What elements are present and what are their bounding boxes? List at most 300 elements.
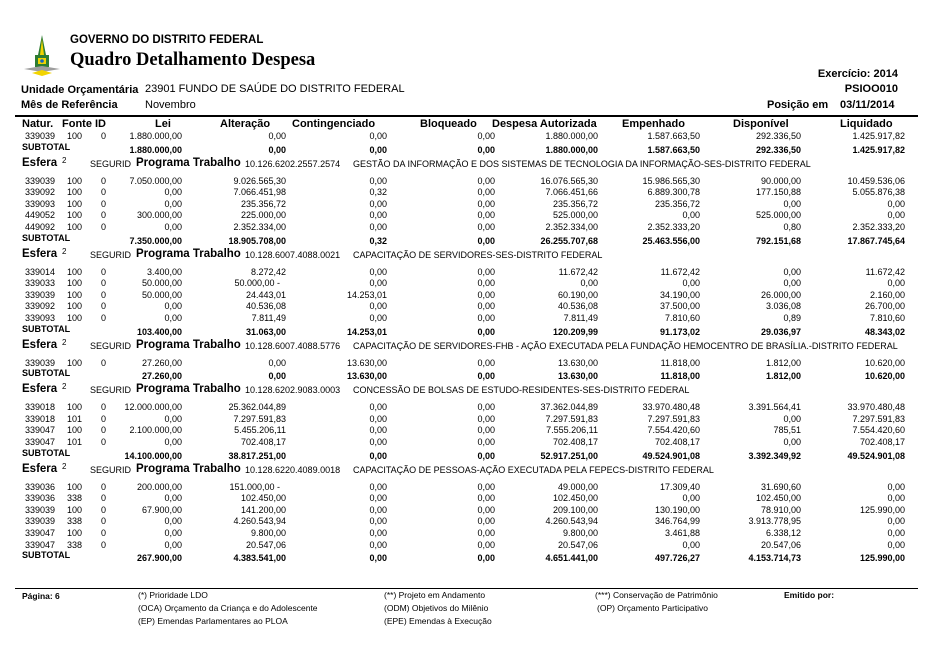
cell-liquidado: 702.408,17 (859, 437, 905, 447)
cell-liquidado: 0,00 (887, 198, 905, 209)
subtotal-contingenciado: 0,32 (369, 235, 387, 246)
cell-disponivel: 292.336,50 (755, 131, 801, 141)
esfera-number: 2 (62, 382, 67, 392)
cell-fonte: 338 (67, 516, 83, 527)
cell-natureza: 339092 (25, 187, 56, 198)
subtotal-lei: 267.900,00 (136, 553, 182, 564)
cell-id: 0 (101, 539, 107, 550)
cell-lei: 0,00 (164, 437, 182, 447)
col-lei: Lei (155, 118, 171, 130)
subtotal-alteracao: 18.905.708,00 (228, 235, 286, 246)
esfera-number: 2 (62, 246, 67, 256)
cell-alteracao: 225.000,00 (240, 210, 286, 221)
cell-contingenciado: 14.253,01 (346, 289, 387, 300)
cell-liquidado: 2.160,00 (869, 289, 905, 300)
cell-contingenciado: 0,00 (369, 278, 387, 289)
col-contingenciado: Contingenciado (292, 118, 376, 130)
cell-disponivel: 78.910,00 (760, 504, 801, 515)
cell-contingenciado: 0,00 (369, 493, 387, 504)
cell-empenhado: 7.554.420,60 (647, 425, 700, 436)
cell-contingenciado: 0,00 (369, 481, 387, 492)
table-row (0, 425, 942, 437)
table-row (0, 528, 942, 540)
subtotal-empenhado: 11.818,00 (660, 371, 700, 382)
report-title: Quadro Detalhamento Despesa (70, 50, 316, 70)
cell-despesa-autorizada: 209.100,00 (552, 504, 598, 515)
cell-lei: 27.260,00 (141, 357, 182, 368)
col-alteracao: Alteração (220, 118, 271, 130)
subtotal-alteracao: 4.383.541,00 (233, 553, 286, 564)
segurid-label: SEGURID (90, 385, 132, 396)
cell-natureza: 339039 (25, 357, 56, 368)
col-despesa-autorizada: Despesa Autorizada (492, 118, 597, 130)
segurid-label: SEGURID (90, 249, 132, 260)
cell-id: 0 (101, 413, 107, 424)
esfera-label: Esfera (22, 462, 58, 475)
cell-natureza: 339039 (25, 289, 56, 300)
cell-empenhado: 1.587.663,50 (647, 131, 700, 141)
cell-contingenciado: 0,00 (369, 222, 387, 232)
cell-disponivel: 102.450,00 (755, 493, 801, 504)
subtotal-lei: 7.350.000,00 (129, 235, 182, 246)
cell-bloqueado: 0,00 (477, 301, 495, 312)
cell-bloqueado: 0,00 (477, 481, 495, 492)
cell-id: 0 (101, 481, 107, 492)
cell-natureza: 339047 (25, 528, 56, 538)
cell-contingenciado: 0,00 (369, 528, 387, 538)
cell-empenhado: 15.986.565,30 (642, 175, 700, 186)
subtotal-despesa-autorizada: 13.630,00 (557, 371, 598, 382)
cell-disponivel: 0,00 (783, 278, 801, 289)
cell-alteracao: 151.000,00 - (229, 481, 280, 492)
subtotal-liquidado: 10.620,00 (864, 371, 905, 382)
programa-trabalho-label: Programa Trabalho (136, 383, 241, 396)
cell-bloqueado: 0,00 (477, 539, 495, 550)
cell-liquidado: 0,00 (887, 278, 905, 289)
table-row (0, 187, 942, 199)
cell-contingenciado: 0,00 (369, 516, 387, 527)
cell-despesa-autorizada: 49.000,00 (557, 481, 598, 492)
cell-empenhado: 11.672,42 (660, 266, 700, 277)
cell-bloqueado: 0,00 (477, 402, 495, 413)
subtotal-contingenciado: 0,00 (369, 553, 387, 564)
cell-alteracao: 7.811,49 (251, 313, 286, 323)
cell-bloqueado: 0,00 (477, 528, 495, 538)
cell-despesa-autorizada: 7.066.451,66 (545, 187, 598, 198)
cell-lei: 300.000,00 (136, 210, 182, 221)
table-row (0, 267, 942, 279)
esfera-label: Esfera (22, 156, 58, 169)
subtotal-despesa-autorizada: 4.651.441,00 (545, 553, 598, 564)
cell-lei: 50.000,00 (141, 278, 182, 289)
programa-trabalho-label: Programa Trabalho (136, 247, 241, 260)
subtotal-empenhado: 497.726,27 (654, 553, 700, 564)
cell-natureza: 339047 (25, 539, 56, 550)
subtotal-lei: 1.880.000,00 (129, 144, 182, 155)
org-name: GOVERNO DO DISTRITO FEDERAL (70, 34, 264, 46)
programa-description: CAPACITAÇÃO DE SERVIDORES-FHB - AÇÃO EXECUTADA PELA FUNDAÇÃO HEMOCENTRO DE BRASÍLIA.-DISTRITO FEDERAL (353, 340, 898, 351)
table-row (0, 402, 942, 414)
table-row (0, 199, 942, 211)
table-row (0, 414, 942, 426)
cell-contingenciado: 0,00 (369, 210, 387, 221)
subtotal-liquidado: 125.990,00 (859, 553, 905, 564)
esfera-number: 2 (62, 155, 67, 165)
cell-id: 0 (101, 187, 107, 198)
cell-lei: 0,00 (164, 539, 182, 550)
page-number: Página: 6 (22, 591, 60, 601)
cell-liquidado: 7.297.591,83 (852, 413, 905, 424)
cell-id: 0 (101, 278, 107, 289)
cell-bloqueado: 0,00 (477, 493, 495, 504)
posicao-label: Posição em (767, 99, 829, 111)
cell-natureza: 339047 (25, 425, 56, 436)
cell-disponivel: 6.338,12 (765, 528, 801, 538)
subtotal-alteracao: 0,00 (268, 144, 286, 155)
cell-lei: 12.000.000,00 (124, 402, 182, 413)
programa-trabalho-label: Programa Trabalho (136, 462, 241, 475)
programa-code: 10.128.6220.4089.0018 (245, 464, 341, 475)
cell-natureza: 339036 (25, 493, 56, 504)
cell-lei: 2.100.000,00 (129, 425, 182, 436)
cell-alteracao: 9.026.565,30 (233, 175, 286, 186)
cell-alteracao: 7.297.591,83 (233, 413, 286, 424)
cell-lei: 0,00 (164, 222, 182, 232)
cell-liquidado: 5.055.876,38 (852, 187, 905, 198)
cell-id: 0 (101, 516, 107, 527)
segurid-label: SEGURID (90, 464, 132, 475)
table-row (0, 493, 942, 505)
cell-despesa-autorizada: 13.630,00 (557, 357, 598, 368)
cell-natureza: 339093 (25, 198, 56, 209)
cell-natureza: 339092 (25, 301, 56, 312)
esfera-label: Esfera (22, 383, 58, 396)
programa-trabalho-label: Programa Trabalho (136, 338, 241, 351)
cell-empenhado: 11.818,00 (660, 357, 700, 368)
cell-id: 0 (101, 437, 107, 447)
cell-alteracao: 2.352.334,00 (233, 222, 286, 232)
cell-fonte: 100 (67, 528, 83, 538)
cell-fonte: 100 (67, 357, 83, 368)
cell-disponivel: 525.000,00 (755, 210, 801, 221)
subtotal-bloqueado: 0,00 (477, 235, 495, 246)
cell-contingenciado: 0,00 (369, 413, 387, 424)
cell-fonte: 338 (67, 493, 83, 504)
cell-fonte: 100 (67, 222, 83, 232)
cell-bloqueado: 0,00 (477, 313, 495, 323)
cell-bloqueado: 0,00 (477, 210, 495, 221)
subtotal-lei: 103.400,00 (136, 326, 182, 337)
cell-fonte: 101 (67, 437, 83, 447)
subtotal-contingenciado: 13.630,00 (346, 371, 387, 382)
cell-fonte: 100 (67, 289, 83, 300)
cell-alteracao: 0,00 (268, 131, 286, 141)
cell-liquidado: 11.672,42 (865, 266, 905, 277)
subtotal-alteracao: 38.817.251,00 (228, 450, 286, 461)
table-row (0, 505, 942, 517)
cell-fonte: 100 (67, 481, 83, 492)
programa-code: 10.128.6007.4088.0021 (245, 249, 341, 260)
subtotal-alteracao: 31.063,00 (245, 326, 286, 337)
cell-despesa-autorizada: 60.190,00 (557, 289, 598, 300)
col-disponivel: Disponível (733, 118, 789, 130)
cell-despesa-autorizada: 2.352.334,00 (545, 222, 598, 232)
cell-contingenciado: 0,00 (369, 198, 387, 209)
unidade-value: 23901 FUNDO DE SAÚDE DO DISTRITO FEDERAL (145, 83, 405, 95)
cell-despesa-autorizada: 7.811,49 (563, 313, 598, 323)
mes-value: Novembro (145, 99, 196, 111)
cell-alteracao: 702.408,17 (240, 437, 286, 447)
cell-natureza: 339093 (25, 313, 56, 323)
cell-id: 0 (101, 402, 107, 413)
table-row (0, 210, 942, 222)
cell-id: 0 (101, 301, 107, 312)
cell-contingenciado: 0,00 (369, 266, 387, 277)
cell-disponivel: 3.913.778,95 (748, 516, 801, 527)
cell-empenhado: 346.764,99 (654, 516, 700, 527)
cell-fonte: 101 (67, 413, 83, 424)
cell-disponivel: 0,80 (783, 222, 801, 232)
esfera-header (0, 248, 942, 262)
programa-description: CAPACITAÇÃO DE SERVIDORES-SES-DISTRITO FEDERAL (353, 249, 603, 260)
table-row (0, 301, 942, 313)
exercicio: Exercício: 2014 (817, 68, 898, 80)
subtotal-lei: 27.260,00 (141, 371, 182, 382)
cell-disponivel: 0,00 (783, 266, 801, 277)
legend-projeto: (**) Projeto em Andamento (384, 590, 486, 600)
cell-id: 0 (101, 266, 107, 277)
esfera-header (0, 463, 942, 477)
cell-bloqueado: 0,00 (477, 187, 495, 198)
programa-code: 10.126.6202.2557.2574 (245, 158, 341, 169)
programa-description: GESTÃO DA INFORMAÇÃO E DOS SISTEMAS DE TECNOLOGIA DA INFORMAÇÃO-SES-DISTRITO FEDERAL (353, 158, 811, 169)
subtotal-row (0, 324, 942, 336)
cell-natureza: 339039 (25, 504, 56, 515)
subtotal-despesa-autorizada: 26.255.707,68 (540, 235, 598, 246)
cell-disponivel: 3.036,08 (765, 301, 801, 312)
subtotal-despesa-autorizada: 1.880.000,00 (545, 144, 598, 155)
cell-disponivel: 1.812,00 (765, 357, 801, 368)
legend-prioridade: (*) Prioridade LDO (138, 590, 208, 600)
cell-fonte: 100 (67, 504, 83, 515)
subtotal-disponivel: 792.151,68 (755, 235, 801, 246)
cell-empenhado: 2.352.333,20 (647, 222, 700, 232)
cell-empenhado: 34.190,00 (659, 289, 700, 300)
subtotal-row (0, 142, 942, 154)
cell-despesa-autorizada: 7.555.206,11 (546, 425, 598, 436)
cell-empenhado: 37.500,00 (659, 301, 700, 312)
cell-alteracao: 7.066.451,98 (233, 187, 286, 198)
cell-contingenciado: 0,00 (369, 131, 387, 141)
cell-bloqueado: 0,00 (477, 504, 495, 515)
subtotal-row (0, 233, 942, 245)
cell-empenhado: 17.309,40 (659, 481, 700, 492)
cell-disponivel: 26.000,00 (760, 289, 801, 300)
cell-despesa-autorizada: 7.297.591,83 (545, 413, 598, 424)
cell-natureza: 339047 (25, 437, 56, 447)
cell-liquidado: 7.810,60 (869, 313, 905, 323)
cell-fonte: 100 (67, 187, 83, 198)
subtotal-alteracao: 0,00 (268, 371, 286, 382)
subtotal-disponivel: 29.036,97 (760, 326, 801, 337)
cell-liquidado: 0,00 (887, 516, 905, 527)
programa-trabalho-label: Programa Trabalho (136, 156, 241, 169)
cell-bloqueado: 0,00 (477, 516, 495, 527)
cell-liquidado: 10.620,00 (864, 357, 905, 368)
cell-liquidado: 0,00 (887, 539, 905, 550)
legend-ep: (EP) Emendas Parlamentares ao PLOA (138, 616, 288, 626)
cell-fonte: 100 (67, 402, 83, 413)
cell-liquidado: 26.700,00 (864, 301, 905, 312)
cell-alteracao: 4.260.543,94 (233, 516, 286, 527)
cell-lei: 0,00 (164, 516, 182, 527)
cell-lei: 0,00 (164, 313, 182, 323)
cell-despesa-autorizada: 16.076.565,30 (540, 175, 598, 186)
cell-despesa-autorizada: 11.672,42 (558, 266, 598, 277)
subtotal-lei: 14.100.000,00 (124, 450, 182, 461)
cell-empenhado: 130.190,00 (654, 504, 700, 515)
cell-fonte: 100 (67, 278, 83, 289)
cell-empenhado: 702.408,17 (654, 437, 700, 447)
cell-despesa-autorizada: 525.000,00 (552, 210, 598, 221)
subtotal-label: SUBTOTAL (22, 141, 71, 152)
subtotal-contingenciado: 0,00 (369, 144, 387, 155)
subtotal-liquidado: 17.867.745,64 (847, 235, 905, 246)
cell-alteracao: 102.450,00 (240, 493, 286, 504)
cell-bloqueado: 0,00 (477, 278, 495, 289)
header-divider (15, 115, 918, 117)
subtotal-disponivel: 292.336,50 (755, 144, 801, 155)
cell-bloqueado: 0,00 (477, 357, 495, 368)
subtotal-despesa-autorizada: 52.917.251,00 (540, 450, 598, 461)
cell-empenhado: 0,00 (682, 278, 700, 289)
subtotal-label: SUBTOTAL (22, 232, 71, 243)
cell-id: 0 (101, 210, 107, 221)
cell-liquidado: 125.990,00 (859, 504, 905, 515)
subtotal-label: SUBTOTAL (22, 368, 71, 379)
cell-fonte: 100 (67, 425, 83, 436)
table-row (0, 482, 942, 494)
cell-contingenciado: 0,00 (369, 402, 387, 413)
cell-disponivel: 785,51 (773, 425, 801, 436)
cell-lei: 7.050.000,00 (129, 175, 182, 186)
cell-contingenciado: 0,00 (369, 313, 387, 323)
subtotal-empenhado: 1.587.663,50 (647, 144, 700, 155)
cell-despesa-autorizada: 20.547,06 (557, 539, 598, 550)
cell-bloqueado: 0,00 (477, 289, 495, 300)
cell-id: 0 (101, 493, 107, 504)
subtotal-liquidado: 48.343,02 (864, 326, 905, 337)
cell-bloqueado: 0,00 (477, 131, 495, 141)
cell-lei: 200.000,00 (136, 481, 182, 492)
programa-description: CONCESSÃO DE BOLSAS DE ESTUDO-RESIDENTES-SES-DISTRITO FEDERAL (353, 385, 690, 396)
subtotal-row (0, 550, 942, 562)
cell-natureza: 339018 (25, 413, 56, 424)
cell-natureza: 339039 (25, 131, 56, 141)
cell-disponivel: 0,89 (783, 313, 801, 323)
programa-code: 10.128.6007.4088.5776 (245, 340, 341, 351)
cell-alteracao: 0,00 (268, 357, 286, 368)
esfera-label: Esfera (22, 247, 58, 260)
cell-id: 0 (101, 425, 107, 436)
cell-liquidado: 33.970.480,48 (847, 402, 905, 413)
legend-conservacao: (***) Conservação de Patrimônio (595, 590, 718, 600)
cell-id: 0 (101, 313, 107, 323)
cell-lei: 0,00 (164, 198, 182, 209)
subtotal-disponivel: 1.812,00 (765, 371, 801, 382)
subtotal-bloqueado: 0,00 (477, 450, 495, 461)
cell-bloqueado: 0,00 (477, 266, 495, 277)
esfera-number: 2 (62, 461, 67, 471)
esfera-label: Esfera (22, 338, 58, 351)
mes-label: Mês de Referência (21, 99, 118, 111)
cell-liquidado: 0,00 (887, 210, 905, 221)
cell-empenhado: 235.356,72 (654, 198, 700, 209)
cell-alteracao: 5.455.206,11 (234, 425, 286, 436)
gdf-coat-of-arms-icon (22, 33, 62, 77)
cell-disponivel: 90.000,00 (760, 175, 801, 186)
cell-id: 0 (101, 528, 107, 538)
cell-despesa-autorizada: 40.536,08 (557, 301, 598, 312)
col-liquidado: Liquidado (840, 118, 893, 130)
cell-liquidado: 2.352.333,20 (852, 222, 905, 232)
cell-natureza: 339039 (25, 175, 56, 186)
cell-natureza: 339036 (25, 481, 56, 492)
cell-id: 0 (101, 357, 107, 368)
subtotal-liquidado: 49.524.901,08 (847, 450, 905, 461)
subtotal-liquidado: 1.425.917,82 (852, 144, 905, 155)
cell-fonte: 100 (67, 131, 83, 141)
unidade-label: Unidade Orçamentária (21, 84, 139, 96)
segurid-label: SEGURID (90, 158, 132, 169)
subtotal-label: SUBTOTAL (22, 447, 71, 458)
subtotal-bloqueado: 0,00 (477, 371, 495, 382)
cell-fonte: 338 (67, 539, 83, 550)
cell-natureza: 449052 (25, 210, 56, 221)
emitido-por: Emitido por: (784, 590, 835, 600)
posicao-value: 03/11/2014 (840, 99, 895, 111)
cell-despesa-autorizada: 1.880.000,00 (545, 131, 598, 141)
cell-bloqueado: 0,00 (477, 198, 495, 209)
cell-alteracao: 8.272,42 (250, 266, 286, 277)
table-row (0, 278, 942, 290)
esfera-header (0, 339, 942, 353)
cell-empenhado: 33.970.480,48 (642, 402, 700, 413)
col-natur: Natur. (22, 118, 54, 130)
cell-alteracao: 235.356,72 (240, 198, 286, 209)
cell-empenhado: 0,00 (682, 539, 700, 550)
cell-bloqueado: 0,00 (477, 175, 495, 186)
subtotal-empenhado: 25.463.556,00 (642, 235, 700, 246)
cell-lei: 0,00 (164, 493, 182, 504)
cell-liquidado: 10.459.536,06 (847, 175, 905, 186)
col-bloqueado: Bloqueado (420, 118, 477, 130)
cell-contingenciado: 13.630,00 (346, 357, 387, 368)
cell-id: 0 (101, 175, 107, 186)
subtotal-bloqueado: 0,00 (477, 553, 495, 564)
programa-description: CAPACITAÇÃO DE PESSOAS-AÇÃO EXECUTADA PELA FEPECS-DISTRITO FEDERAL (353, 464, 714, 475)
footer-divider (15, 588, 918, 589)
col-empenhado: Empenhado (622, 118, 685, 130)
cell-contingenciado: 0,00 (369, 425, 387, 436)
cell-despesa-autorizada: 9.800,00 (562, 528, 598, 538)
cell-despesa-autorizada: 4.260.543,94 (545, 516, 598, 527)
cell-despesa-autorizada: 235.356,72 (552, 198, 598, 209)
cell-lei: 50.000,00 (141, 289, 182, 300)
subtotal-disponivel: 3.392.349,92 (748, 450, 801, 461)
subtotal-label: SUBTOTAL (22, 550, 71, 561)
cell-despesa-autorizada: 702.408,17 (552, 437, 598, 447)
